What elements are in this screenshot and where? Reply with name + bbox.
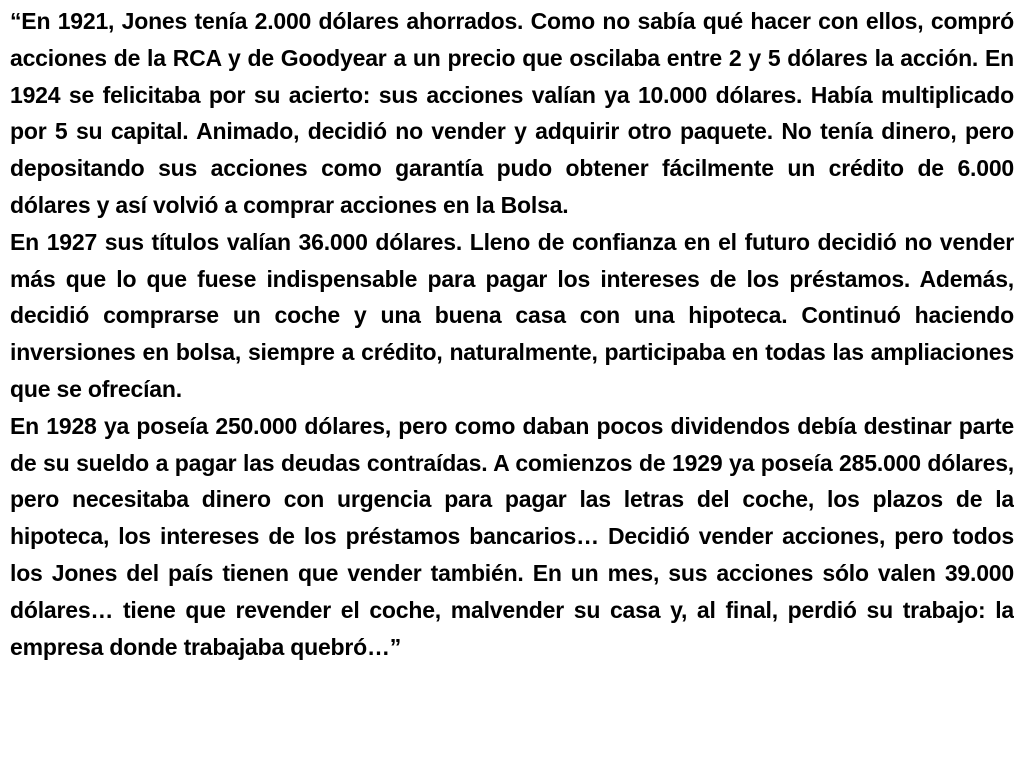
paragraph-1921: “En 1921, Jones tenía 2.000 dólares ahorrados. Como no sabía qué hacer con ellos, compró acciones de la RCA y de Goodyear a un precio que oscilaba entre 2 y 5 dólares la acción. En 1924 se felicitaba por su acierto: sus acciones valían ya 10.000 dólares. Había multiplicado por 5 su capital. Animado, decidió no vender y adquirir otro paquete. No tenía dinero, pero depositando sus acciones como garantía pudo obtener fácilmente un crédito de 6.000 dólares y así volvió a comprar acciones en la Bolsa. xyxy=(10,8,1014,218)
slide-text-body xyxy=(10,3,1014,765)
paragraph-1928: En 1928 ya poseía 250.000 dólares, pero como daban pocos dividendos debía destinar parte de su sueldo a pagar las deudas contraídas. A comienzos de 1929 ya poseía 285.000 dólares, pero necesitaba dinero con urgencia para pagar las letras del coche, los plazos de la hipoteca, los intereses de los préstamos bancarios… Decidió vender acciones, pero todos los Jones del país tienen que vender también. En un mes, sus acciones sólo valen 39.000 dólares… tiene que revender el coche, malvender su casa y, al final, perdió su trabajo: la empresa donde trabajaba quebró…” xyxy=(10,412,1014,660)
paragraph-1927: En 1927 sus títulos valían 36.000 dólares. Lleno de confianza en el futuro decidió no vender más que lo que fuese indispensable para pagar los intereses de los préstamos. Además, decidió comprarse un coche y una buena casa con una hipoteca. Continuó haciendo inversiones en bolsa, siempre a crédito, naturalmente, participaba en todas las ampliaciones que se ofrecían. xyxy=(10,228,1014,402)
